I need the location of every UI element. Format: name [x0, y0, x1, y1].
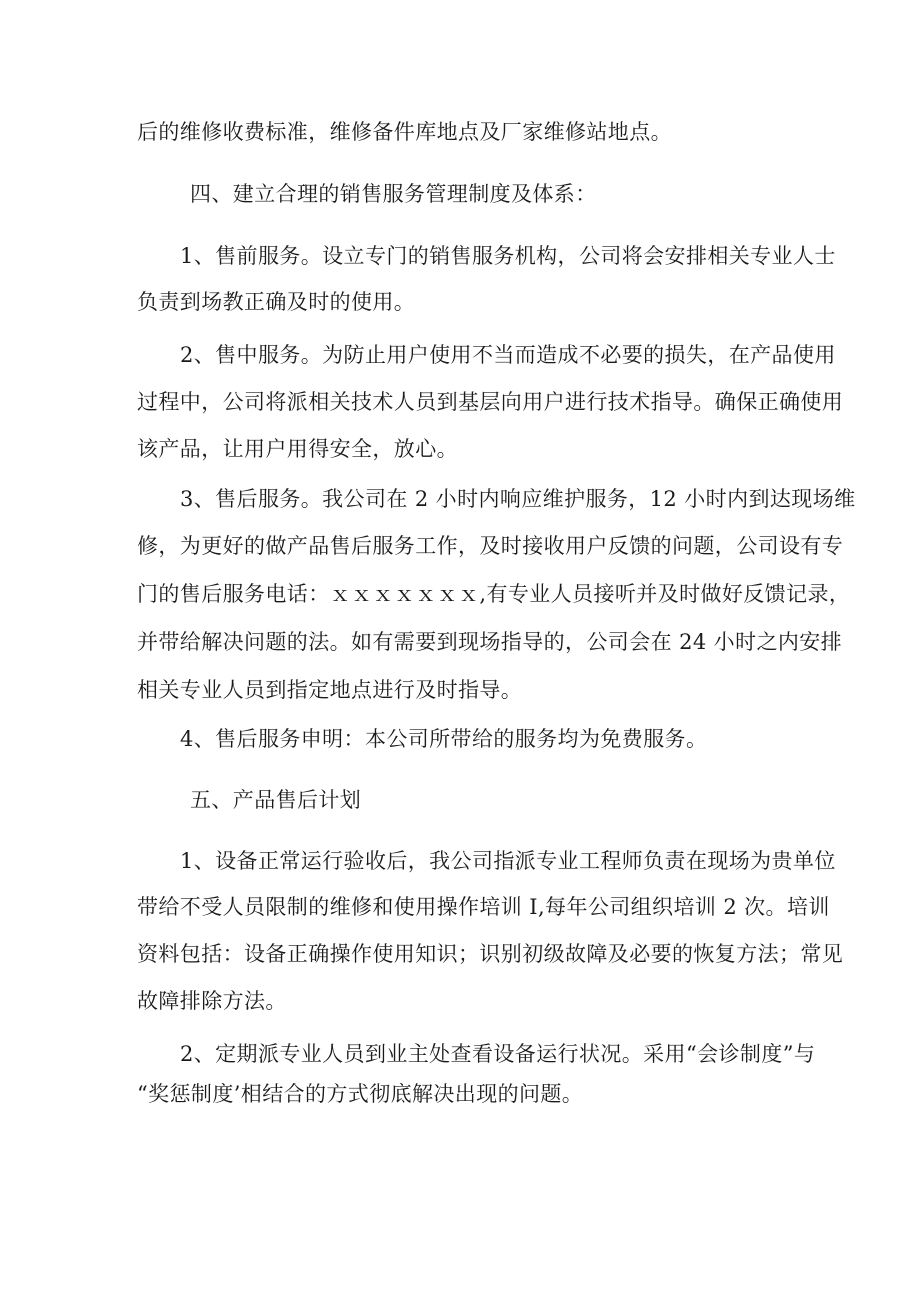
text-line-9: 修，为更好的做产品售后服务工作，及时接收用户反馈的问题，公司设有专 [137, 534, 844, 558]
text-line-12: 相关专业人员到指定地点进行及时指导。 [137, 678, 523, 702]
text-line-10: 门的售后服务电话：ｘｘｘｘｘｘｘ,有专业人员接听并及时做好反馈记录， [137, 582, 851, 606]
text-line-15: 1、设备正常运行验收后，我公司指派专业工程师负责在现场为贵单位 [180, 849, 836, 873]
text-line-3: 1、售前服务。设立专门的销售服务机构，公司将会安排相关专业人士 [180, 244, 836, 268]
text-line-17: 资料包括：设备正确操作使用知识；识别初级故障及必要的恢复方法；常见 [137, 942, 844, 966]
text-line-4: 负责到场教正确及时的使用。 [137, 290, 416, 314]
text-line-20: “奖惩制度’相结合的方式彻底解决出现的问题。 [137, 1082, 584, 1106]
text-line-7: 该产品，让用户用得安全，放心。 [137, 437, 458, 461]
text-line-13: 4、售后服务申明：本公司所带给的服务均为免费服务。 [180, 727, 708, 751]
section-heading-4: 四、建立合理的销售服务管理制度及体系： [190, 182, 597, 206]
text-line-5: 2、售中服务。为防止用户使用不当而造成不必要的损失，在产品使用 [180, 343, 836, 367]
text-line-8: 3、售后服务。我公司在 2 小时内响应维护服务，12 小时内到达现场维 [180, 487, 856, 511]
text-line-16: 带给不受人员限制的维修和使用操作培训 I,每年公司组织培训 2 次。培训 [137, 895, 830, 919]
section-heading-5: 五、产品售后计划 [190, 788, 362, 812]
text-line-19: 2、定期派专业人员到业主处查看设备运行状况。采用“会诊制度”与 [180, 1042, 816, 1066]
text-line-18: 故障排除方法。 [137, 989, 287, 1013]
text-line-11: 并带给解决问题的法。如有需要到现场指导的，公司会在 24 小时之内安排 [137, 630, 843, 654]
text-line-6: 过程中，公司将派相关技术人员到基层向用户进行技术指导。确保正确使用 [137, 390, 844, 414]
text-line-1: 后的维修收费标准，维修备件库地点及厂家维修站地点。 [137, 120, 672, 144]
